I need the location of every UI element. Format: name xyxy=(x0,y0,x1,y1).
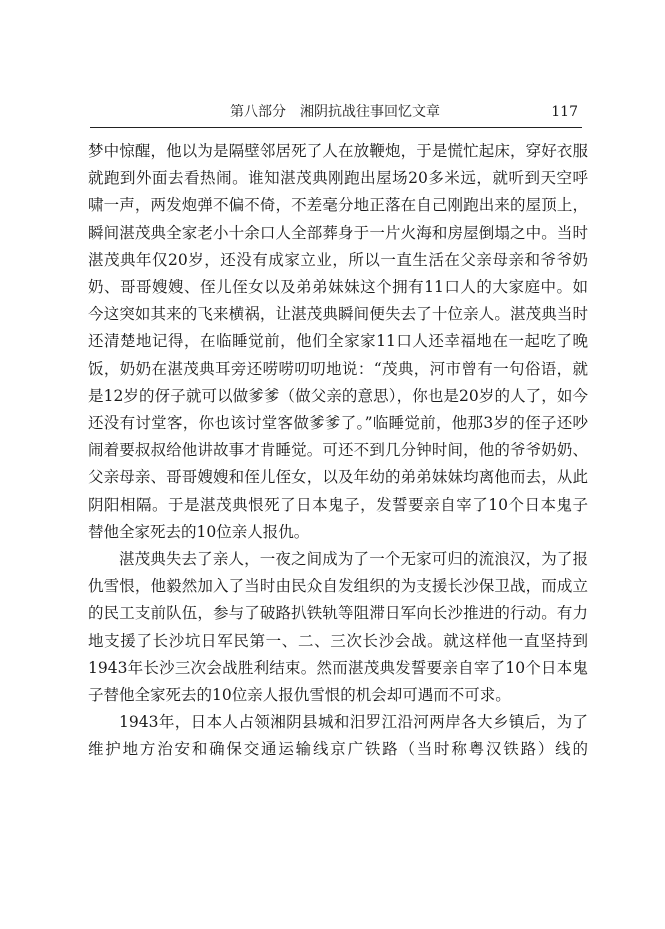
paragraph-1: 梦中惊醒，他以为是隔壁邻居死了人在放鞭炮，于是慌忙起床，穿好衣服就跑到外面去看热闹。谁知湛茂典刚跑出屋场20多米远，就听到天空呼啸一声，两发炮弹不偏不倚，不差毫分地正落在自己刚跑出来的屋顶上，瞬间湛茂典全家老小十余口人全部葬身于一片火海和房屋倒塌之中。当时湛茂典年仅20岁，还没有成家立业，所以一直生活在父亲母亲和爷爷奶奶、哥哥嫂嫂、侄儿侄女以及弟弟妹妹这个拥有11口人的大家庭中。如今这突如其来的飞来横祸，让湛茂典瞬间便失去了十位亲人。湛茂典当时还清楚地记得，在临睡觉前，他们全家家11口人还幸福地在一起吃了晚饭，奶奶在湛茂典耳旁还唠唠叨叨地说：“茂典，河市曾有一句俗语，就是12岁的伢子就可以做爹爹（做父亲的意思），你也是20岁的人了，如今还没有讨堂客，你也该讨堂客做爹爹了。”临睡觉前，他那3岁的侄子还吵闹着要叔叔给他讲故事才肯睡觉。可还不到几分钟时间，他的爷爷奶奶、父亲母亲、哥哥嫂嫂和侄儿侄女，以及年幼的弟弟妹妹均离他而去，从此阴阳相隔。于是湛茂典恨死了日本鬼子，发誓要亲自宰了10个日本鬼子替他全家死去的10位亲人报仇。 xyxy=(88,142,588,541)
paragraph-2: 湛茂典失去了亲人，一夜之间成为了一个无家可归的流浪汉，为了报仇雪恨，他毅然加入了当时由民众自发组织的为支援长沙保卫战，而成立的民工支前队伍，参与了破路扒铁轨等阻滞日军向长沙推进的行动。有力地支援了长沙坑日军民第一、二、三次长沙会战。就这样他一直坚持到1943年长沙三次会战胜利结束。然而湛茂典发誓要亲自宰了10个日本鬼子替他全家死去的10位亲人报仇雪恨的机会却可遇而不可求。 xyxy=(88,550,588,705)
page-number: 117 xyxy=(551,104,578,120)
running-header xyxy=(90,100,580,124)
section-title: 第八部分 湘阴抗战往事回忆文章 xyxy=(230,104,440,120)
body-text xyxy=(88,138,588,764)
paragraph-3: 1943年，日本人占领湘阴县城和汨罗江沿河两岸各大乡镇后，为了维护地方治安和确保交通运输线京广铁路（当时称粤汉铁路）线的 xyxy=(88,713,588,759)
header-rule xyxy=(90,127,582,128)
